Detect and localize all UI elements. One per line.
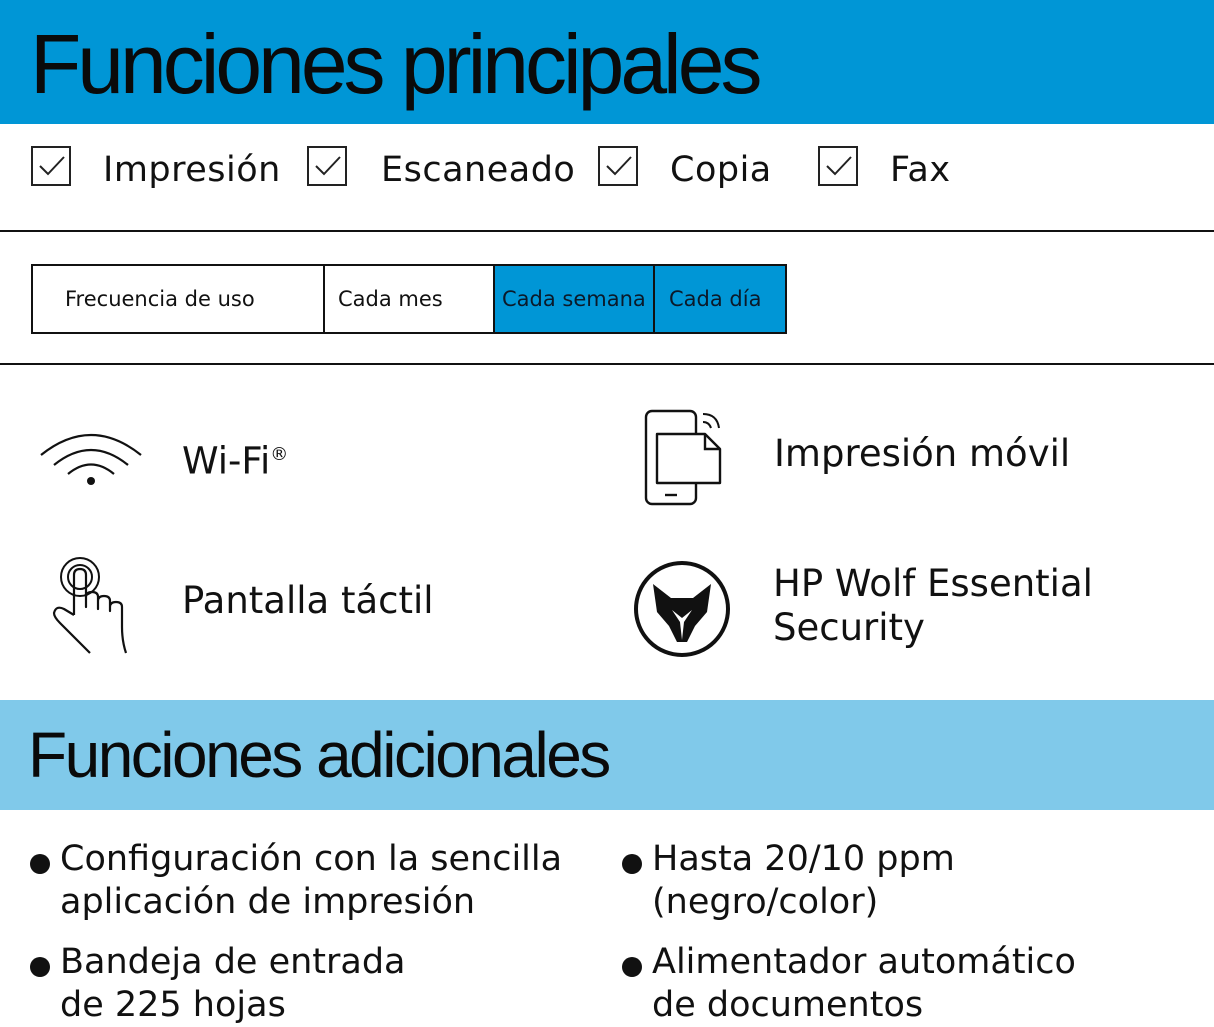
frequency-option-daily: Cada día: [653, 266, 785, 332]
functions-row: [0, 144, 1214, 204]
feature-label: Impresión móvil: [774, 432, 1071, 475]
feature-label: Pantalla táctil: [182, 579, 434, 622]
main-header-banner: [0, 0, 1214, 124]
function-label: Escaneado: [381, 150, 576, 190]
checkbox-checked-icon: [31, 146, 71, 186]
bullet-icon: [30, 854, 50, 874]
feature-label: HP Wolf Essential Security: [773, 562, 1093, 649]
bullet-icon: [30, 957, 50, 977]
additional-header-title: Funciones adicionales: [28, 719, 609, 791]
main-header-title: Funciones principales: [30, 17, 759, 111]
checkbox-checked-icon: [818, 146, 858, 186]
touchscreen-icon: [50, 555, 134, 657]
function-label: Impresión: [103, 150, 281, 190]
frequency-option-monthly: Cada mes: [323, 266, 493, 332]
mobile-print-icon: [643, 408, 727, 508]
bullet-icon: [622, 854, 642, 874]
additional-header-banner: [0, 700, 1214, 810]
list-item-text: Alimentador automático de documentos: [652, 942, 1076, 1025]
frequency-label: Frecuencia de uso: [65, 287, 255, 311]
checkbox-checked-icon: [307, 146, 347, 186]
wifi-icon: [36, 425, 146, 489]
feature-label: Wi-Fi®: [182, 439, 289, 483]
list-item-text: Bandeja de entrada de 225 hojas: [60, 942, 406, 1025]
divider: [0, 363, 1214, 365]
list-item-text: Hasta 20/10 ppm (negro/color): [652, 839, 955, 922]
bullet-icon: [622, 957, 642, 977]
checkbox-checked-icon: [598, 146, 638, 186]
frequency-option-weekly: Cada semana: [493, 266, 653, 332]
wolf-security-icon: [633, 560, 731, 658]
divider: [0, 230, 1214, 232]
function-label: Copia: [670, 150, 772, 190]
list-item-text: Configuración con la sencilla aplicación de impresión: [60, 839, 563, 922]
usage-frequency-table: [31, 264, 787, 334]
function-label: Fax: [890, 150, 951, 190]
